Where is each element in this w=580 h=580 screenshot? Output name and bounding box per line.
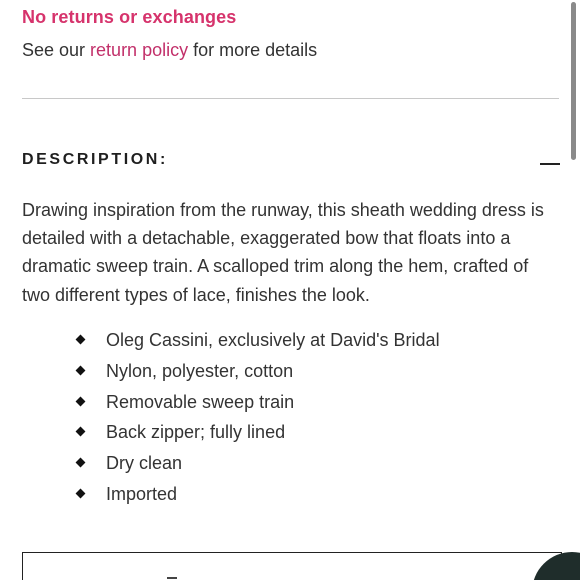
return-policy-link[interactable]: return policy	[90, 40, 189, 60]
returns-subtitle-prefix: See our	[22, 40, 91, 60]
list-item-text: Nylon, polyester, cotton	[106, 360, 294, 381]
list-item-text: Back zipper; fully lined	[106, 422, 286, 443]
list-item-text: Oleg Cassini, exclusively at David's Bridal	[106, 330, 440, 350]
minus-icon[interactable]	[540, 163, 560, 165]
list-item-text: Dry clean	[106, 453, 183, 474]
section-divider	[22, 98, 559, 99]
diamond-bullet-icon	[76, 335, 86, 345]
diamond-bullet-icon	[76, 458, 86, 468]
diamond-bullet-icon	[76, 489, 86, 499]
add-to-bag-button[interactable]	[22, 552, 562, 580]
description-header[interactable]: DESCRIPTION:	[22, 151, 168, 168]
scrollbar-thumb[interactable]	[571, 2, 576, 160]
diamond-bullet-icon	[76, 365, 86, 375]
returns-subtitle-suffix: for more details	[188, 40, 318, 60]
diamond-bullet-icon	[76, 427, 86, 437]
returns-title: No returns or exchanges	[22, 7, 237, 27]
returns-subtitle	[22, 40, 317, 61]
list-item-text: Imported	[106, 483, 178, 504]
diamond-bullet-icon	[76, 396, 86, 406]
description-body: Drawing inspiration from the runway, this sheath wedding dress is detailed with a detachable, exaggerated bow that floats into a dramatic sweep train. A scalloped trim along the hem, crafted of two different types of lace, finishes the look.	[22, 200, 544, 305]
list-item-text: Removable sweep train	[106, 391, 295, 412]
